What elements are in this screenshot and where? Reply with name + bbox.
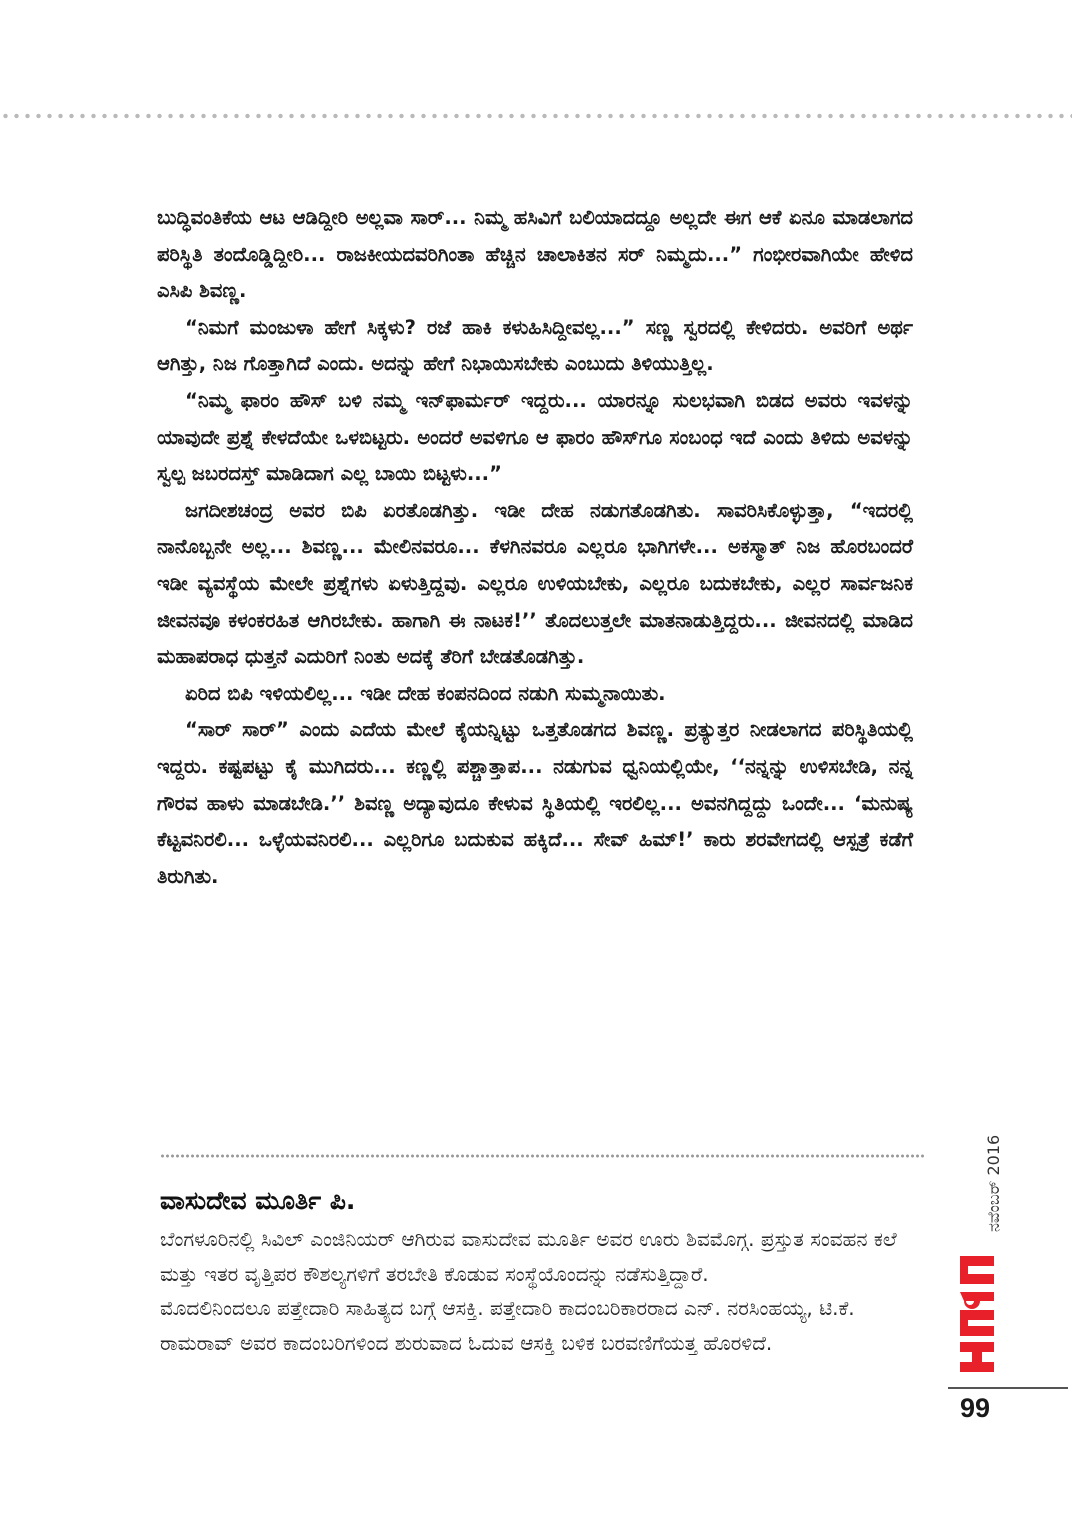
author-bio-paragraph-2: ಮೊದಲಿನಿಂದಲೂ ಪತ್ತೇದಾರಿ ಸಾಹಿತ್ಯದ ಬಗ್ಗೆ ಆಸಕ್ತಿ. ಪತ್ತೇದಾರಿ ಕಾದಂಬರಿಕಾರರಾದ ಎನ್. ನರಸಿಂಹಯ್ಯ, ಟಿ.ಕೆ. ರಾಮರಾವ್ ಅವರ ಕಾದಂಬರಿಗಳಿಂದ ಶುರುವಾದ ಓದುವ ಆಸಕ್ತಿ ಬಳಿಕ ಬರವಣಿಗೆಯತ್ತ ಹೊರಳಿದೆ. <box>160 1296 855 1355</box>
page-number-rule <box>948 1387 1068 1389</box>
author-name: ವಾಸುದೇವ ಮೂರ್ತಿ ಪಿ. <box>160 1186 356 1215</box>
issue-date: ನವೆಂಬರ್ 2016 <box>984 1134 1003 1232</box>
author-bio-paragraph-1: ಬೆಂಗಳೂರಿನಲ್ಲಿ ಸಿವಿಲ್ ಎಂಜಿನಿಯರ್ ಆಗಿರುವ ವಾಸುದೇವ ಮೂರ್ತಿ ಅವರ ಊರು ಶಿವಮೊಗ್ಗ. ಪ್ರಸ್ತುತ ಸಂವಹನ ಕಲೆ ಮತ್ತು ಇತರ ವೃತ್ತಿಪರ ಕೌಶಲ್ಯಗಳಿಗೆ ತರಬೇತಿ ಕೊಡುವ ಸಂಸ್ಥೆಯೊಂದನ್ನು ನಡೆಸುತ್ತಿದ್ದಾರೆ. <box>160 1227 897 1286</box>
story-text <box>157 200 913 895</box>
author-bio <box>160 1222 920 1360</box>
author-divider <box>160 1153 924 1159</box>
top-dotted-rule <box>0 112 1072 120</box>
story-paragraph-2: “ನಿಮಗೆ ಮಂಜುಳಾ ಹೇಗೆ ಸಿಕ್ಕಳು? ರಜೆ ಹಾಕಿ ಕಳುಹಿಸಿದ್ದೀವಲ್ಲ...” ಸಣ್ಣ ಸ್ವರದಲ್ಲಿ ಕೇಳಿದರು. ಅವರಿಗೆ ಅರ್ಥ ಆಗಿತ್ತು, ನಿಜ ಗೊತ್ತಾಗಿದೆ ಎಂದು. ಅದನ್ನು ಹೇಗೆ ನಿಭಾಯಿಸಬೇಕು ಎಂಬುದು ತಿಳಿಯುತ್ತಿಲ್ಲ. <box>157 315 913 376</box>
story-paragraph-5: ಏರಿದ ಬಿಪಿ ಇಳಿಯಲಿಲ್ಲ... ಇಡೀ ದೇಹ ಕಂಪನದಿಂದ ನಡುಗಿ ಸುಮ್ಮನಾಯಿತು. <box>185 681 666 705</box>
page-number: 99 <box>960 1393 991 1423</box>
magazine-logo <box>958 1250 996 1374</box>
story-paragraph-6: “ಸಾರ್ ಸಾರ್” ಎಂದು ಎದೆಯ ಮೇಲೆ ಕೈಯನ್ನಿಟ್ಟು ಒತ್ತತೊಡಗದ ಶಿವಣ್ಣ. ಪ್ರತ್ಯುತ್ತರ ನೀಡಲಾಗದ ಪರಿಸ್ಥಿತಿಯಲ್ಲಿ ಇದ್ದರು. ಕಷ್ಟಪಟ್ಟು ಕೈ ಮುಗಿದರು... ಕಣ್ಣಲ್ಲಿ ಪಶ್ಚಾತ್ತಾಪ... ನಡುಗುವ ಧ್ವನಿಯಲ್ಲಿಯೇ, ‘‘ನನ್ನನ್ನು ಉಳಿಸಬೇಡಿ, ನನ್ನ ಗೌರವ ಹಾಳು ಮಾಡಬೇಡಿ.’’ ಶಿವಣ್ಣ ಅದ್ಯಾವುದೂ ಕೇಳುವ ಸ್ಥಿತಿಯಲ್ಲಿ ಇರಲಿಲ್ಲ... ಅವನಗಿದ್ದದ್ದು ಒಂದೇ... ‘ಮನುಷ್ಯ ಕೆಟ್ಟವನಿರಲಿ... ಒಳ್ಳೆಯವನಿರಲಿ... ಎಲ್ಲರಿಗೂ ಬದುಕುವ ಹಕ್ಕಿದೆ... ಸೇವ್ ಹಿಮ್!’ ಕಾರು ಶರವೇಗದಲ್ಲಿ ಆಸ್ಪತ್ರೆ ಕಡೆಗೆ ತಿರುಗಿತು. <box>157 718 913 888</box>
story-paragraph-4: ಜಗದೀಶಚಂದ್ರ ಅವರ ಬಿಪಿ ಏರತೊಡಗಿತ್ತು. ಇಡೀ ದೇಹ ನಡುಗತೊಡಗಿತು. ಸಾವರಿಸಿಕೊಳ್ಳುತ್ತಾ, “ಇದರಲ್ಲಿ ನಾನೊಬ್ಬನೇ ಅಲ್ಲ... ಶಿವಣ್ಣ... ಮೇಲಿನವರೂ... ಕೆಳಗಿನವರೂ ಎಲ್ಲರೂ ಭಾಗಿಗಳೇ... ಅಕಸ್ಮಾತ್ ನಿಜ ಹೊರಬಂದರೆ ಇಡೀ ವ್ಯವಸ್ಥೆಯ ಮೇಲೇ ಪ್ರಶ್ನೆಗಳು ಏಳುತ್ತಿದ್ದವು. ಎಲ್ಲರೂ ಉಳಿಯಬೇಕು, ಎಲ್ಲರೂ ಬದುಕಬೇಕು, ಎಲ್ಲರ ಸಾರ್ವಜನಿಕ ಜೀವನವೂ ಕಳಂಕರಹಿತ ಆಗಿರಬೇಕು. ಹಾಗಾಗಿ ಈ ನಾಟಕ!’’ ತೊದಲುತ್ತಲೇ ಮಾತನಾಡುತ್ತಿದ್ದರು... ಜೀವನದಲ್ಲಿ ಮಾಡಿದ ಮಹಾಪರಾಧ ಧುತ್ತನೆ ಎದುರಿಗೆ ನಿಂತು ಅದಕ್ಕೆ ತೆರಿಗೆ ಬೇಡತೊಡಗಿತ್ತು. <box>157 498 913 669</box>
story-paragraph-3: “ನಿಮ್ಮ ಫಾರಂ ಹೌಸ್ ಬಳಿ ನಮ್ಮ ಇನ್‌ಫಾರ್ಮರ್ ಇದ್ದರು... ಯಾರನ್ನೂ ಸುಲಭವಾಗಿ ಬಿಡದ ಅವರು ಇವಳನ್ನು ಯಾವುದೇ ಪ್ರಶ್ನೆ ಕೇಳದೆಯೇ ಒಳಬಿಟ್ಟರು. ಅಂದರೆ ಅವಳಿಗೂ ಆ ಫಾರಂ ಹೌಸ್‌ಗೂ ಸಂಬಂಧ ಇದೆ ಎಂದು ತಿಳಿದು ಅವಳನ್ನು ಸ್ವಲ್ಪ ಜಬರದಸ್ತ್ ಮಾಡಿದಾಗ ಎಲ್ಲ ಬಾಯಿ ಬಿಟ್ಟಳು...” <box>157 388 913 486</box>
story-paragraph-1: ಬುದ್ಧಿವಂತಿಕೆಯ ಆಟ ಆಡಿದ್ದೀರಿ ಅಲ್ಲವಾ ಸಾರ್... ನಿಮ್ಮ ಹಸಿವಿಗೆ ಬಲಿಯಾದದ್ದೂ ಅಲ್ಲದೇ ಈಗ ಆಕೆ ಏನೂ ಮಾಡಲಾಗದ ಪರಿಸ್ಥಿತಿ ತಂದೊಡ್ಡಿದ್ದೀರಿ... ರಾಜಕೀಯದವರಿಗಿಂತಾ ಹೆಚ್ಚಿನ ಚಾಲಾಕಿತನ ಸರ್ ನಿಮ್ಮದು...” ಗಂಭೀರವಾಗಿಯೇ ಹೇಳಿದ ಎಸಿಪಿ ಶಿವಣ್ಣ. <box>157 206 913 303</box>
